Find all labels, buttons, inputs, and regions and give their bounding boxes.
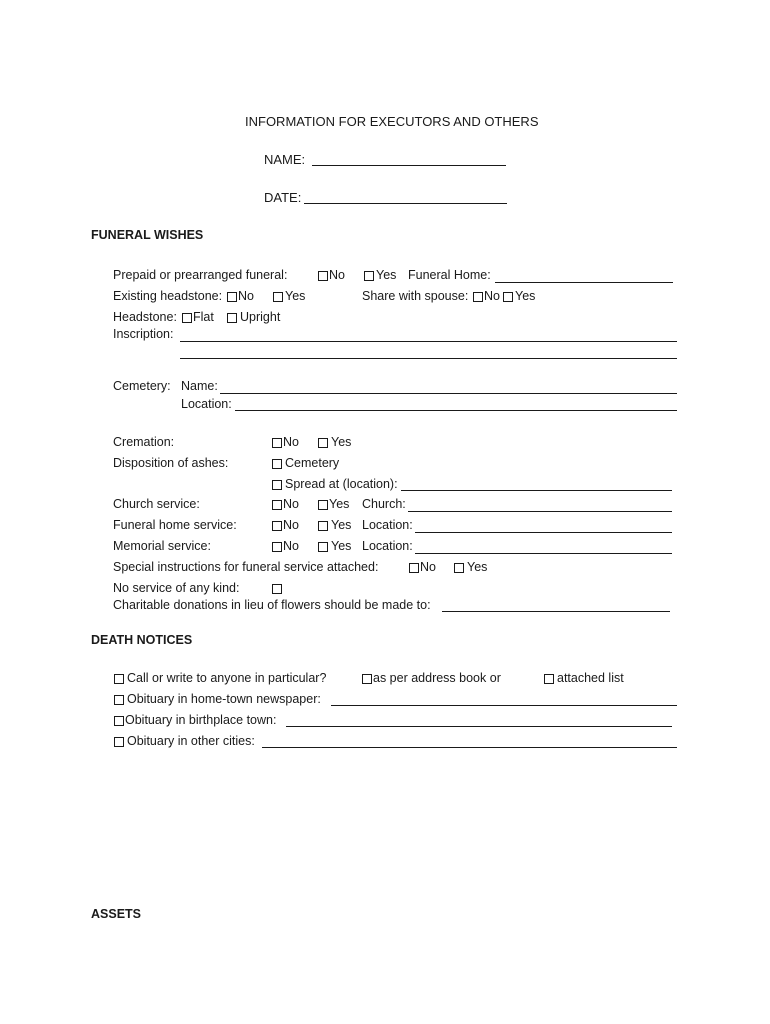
memorial-yes-label: Yes bbox=[331, 539, 352, 553]
date-field[interactable] bbox=[304, 203, 507, 204]
prepaid-yes-checkbox[interactable] bbox=[364, 271, 374, 281]
church-yes-label: Yes bbox=[329, 497, 350, 511]
memorial-no-checkbox[interactable] bbox=[272, 542, 282, 552]
prepaid-yes-label: Yes bbox=[376, 268, 397, 282]
share-no-label: No bbox=[484, 289, 500, 303]
headstone-yes-label: Yes bbox=[285, 289, 306, 303]
spread-location-field[interactable] bbox=[401, 490, 672, 491]
fh-service-location-label: Location: bbox=[362, 518, 413, 532]
cemetery-name-label: Name: bbox=[181, 379, 218, 393]
prepaid-no-label: No bbox=[329, 268, 345, 282]
church-service-label: Church service: bbox=[113, 497, 200, 511]
memorial-no-label: No bbox=[283, 539, 299, 553]
charitable-label: Charitable donations in lieu of flowers should be made to: bbox=[113, 598, 431, 612]
call-label: Call or write to anyone in particular? bbox=[127, 671, 327, 685]
fh-service-yes-label: Yes bbox=[331, 518, 352, 532]
funeral-home-service-label: Funeral home service: bbox=[113, 518, 237, 532]
disposition-label: Disposition of ashes: bbox=[113, 456, 229, 470]
ashes-cemetery-checkbox[interactable] bbox=[272, 459, 282, 469]
church-yes-checkbox[interactable] bbox=[318, 500, 328, 510]
hometown-checkbox[interactable] bbox=[114, 695, 124, 705]
fh-service-no-label: No bbox=[283, 518, 299, 532]
flat-checkbox[interactable] bbox=[182, 313, 192, 323]
inscription-field-2[interactable] bbox=[180, 358, 677, 359]
memorial-yes-checkbox[interactable] bbox=[318, 542, 328, 552]
headstone-no-label: No bbox=[238, 289, 254, 303]
cemetery-location-field[interactable] bbox=[235, 410, 677, 411]
attached-list-checkbox[interactable] bbox=[544, 674, 554, 684]
upright-checkbox[interactable] bbox=[227, 313, 237, 323]
funeral-home-field[interactable] bbox=[495, 282, 673, 283]
no-service-label: No service of any kind: bbox=[113, 581, 240, 595]
ashes-cemetery-label: Cemetery bbox=[285, 456, 340, 470]
address-book-label: as per address book or bbox=[373, 671, 501, 685]
share-yes-label: Yes bbox=[515, 289, 536, 303]
fh-service-location-field[interactable] bbox=[415, 532, 672, 533]
cremation-label: Cremation: bbox=[113, 435, 175, 449]
headstone-type-label: Headstone: bbox=[113, 310, 177, 324]
upright-label: Upright bbox=[240, 310, 281, 324]
instructions-no-checkbox[interactable] bbox=[409, 563, 419, 573]
headstone-no-checkbox[interactable] bbox=[227, 292, 237, 302]
hometown-label: Obituary in home-town newspaper: bbox=[127, 692, 321, 706]
cremation-no-checkbox[interactable] bbox=[272, 438, 282, 448]
church-no-checkbox[interactable] bbox=[272, 500, 282, 510]
inscription-label: Inscription: bbox=[113, 327, 174, 341]
inscription-field-1[interactable] bbox=[180, 341, 677, 342]
call-checkbox[interactable] bbox=[114, 674, 124, 684]
cremation-no-label: No bbox=[283, 435, 299, 449]
attached-list-label: attached list bbox=[557, 671, 624, 685]
share-no-checkbox[interactable] bbox=[473, 292, 483, 302]
section-assets: ASSETS bbox=[91, 907, 142, 921]
special-instructions-label: Special instructions for funeral service attached: bbox=[113, 560, 379, 574]
other-cities-field[interactable] bbox=[262, 747, 677, 748]
existing-headstone-label: Existing headstone: bbox=[113, 289, 223, 303]
no-service-checkbox[interactable] bbox=[272, 584, 282, 594]
funeral-home-label: Funeral Home: bbox=[408, 268, 491, 282]
prepaid-no-checkbox[interactable] bbox=[318, 271, 328, 281]
cemetery-location-label: Location: bbox=[181, 397, 232, 411]
share-yes-checkbox[interactable] bbox=[503, 292, 513, 302]
memorial-location-label: Location: bbox=[362, 539, 413, 553]
name-field[interactable] bbox=[312, 165, 506, 166]
address-book-checkbox[interactable] bbox=[362, 674, 372, 684]
section-funeral-wishes: FUNERAL WISHES bbox=[91, 228, 204, 242]
cemetery-label: Cemetery: bbox=[113, 379, 171, 393]
memorial-location-field[interactable] bbox=[415, 553, 672, 554]
form-title: INFORMATION FOR EXECUTORS AND OTHERS bbox=[245, 114, 539, 129]
cemetery-name-field[interactable] bbox=[220, 393, 677, 394]
share-spouse-label: Share with spouse: bbox=[362, 289, 469, 303]
church-no-label: No bbox=[283, 497, 299, 511]
fh-service-no-checkbox[interactable] bbox=[272, 521, 282, 531]
cremation-yes-checkbox[interactable] bbox=[318, 438, 328, 448]
ashes-spread-label: Spread at (location): bbox=[285, 477, 398, 491]
memorial-service-label: Memorial service: bbox=[113, 539, 211, 553]
ashes-spread-checkbox[interactable] bbox=[272, 480, 282, 490]
instructions-yes-checkbox[interactable] bbox=[454, 563, 464, 573]
church-field[interactable] bbox=[408, 511, 672, 512]
flat-label: Flat bbox=[193, 310, 214, 324]
name-label: NAME: bbox=[264, 152, 306, 167]
charitable-field[interactable] bbox=[442, 611, 670, 612]
church-label: Church: bbox=[362, 497, 406, 511]
hometown-field[interactable] bbox=[331, 705, 677, 706]
other-cities-label: Obituary in other cities: bbox=[127, 734, 255, 748]
cremation-yes-label: Yes bbox=[331, 435, 352, 449]
instructions-yes-label: Yes bbox=[467, 560, 488, 574]
section-death-notices: DEATH NOTICES bbox=[91, 633, 193, 647]
date-label: DATE: bbox=[264, 190, 302, 205]
instructions-no-label: No bbox=[420, 560, 436, 574]
headstone-yes-checkbox[interactable] bbox=[273, 292, 283, 302]
birthplace-label: Obituary in birthplace town: bbox=[125, 713, 277, 727]
fh-service-yes-checkbox[interactable] bbox=[318, 521, 328, 531]
birthplace-field[interactable] bbox=[286, 726, 672, 727]
prepaid-label: Prepaid or prearranged funeral: bbox=[113, 268, 288, 282]
other-cities-checkbox[interactable] bbox=[114, 737, 124, 747]
birthplace-checkbox[interactable] bbox=[114, 716, 124, 726]
